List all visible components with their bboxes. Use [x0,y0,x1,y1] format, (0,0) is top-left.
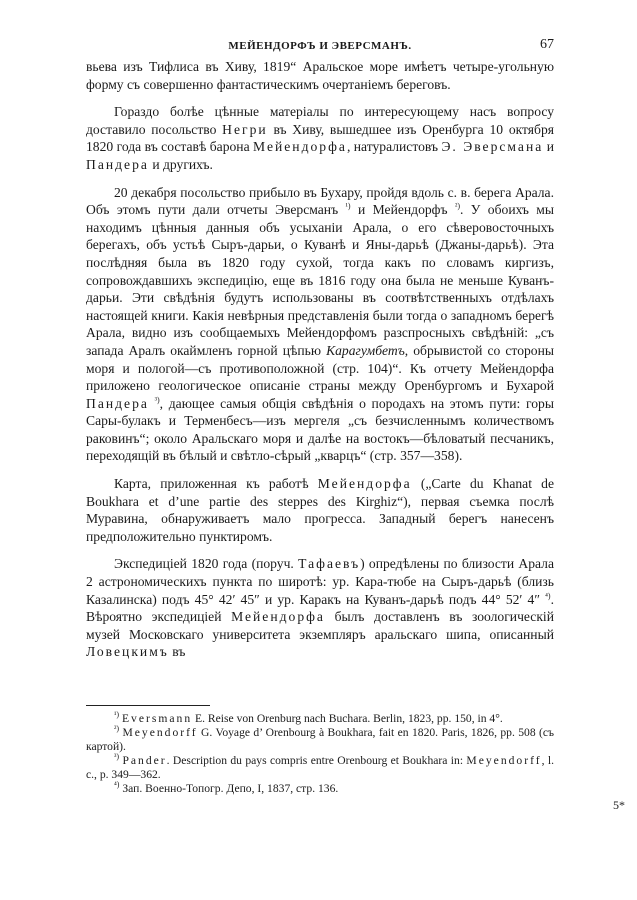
footnote-ref-3: ³) [154,395,160,405]
paragraph-4 [86,475,554,545]
p2-text-a: Гораздо болѣе цѣнные матеріалы по интересующему насъ вопросу доставило посольство [86,104,554,137]
p3-text-c: . У обоихъ мы находимъ цѣнныя данныя объ усыханіи Арала, о его сѣверовосточныхъ берегахъ, объ устьѣ Сыръ-дарьи, о Куванѣ и Яны-дарьѣ (Джаны-дарьѣ). Эта послѣдняя была въ 1820 году сухой, тогда какъ по словамъ киргизъ, сопровождавшихъ экспедицію, еще въ 1816 году она была не меньше Куванъ-дарьи. Эти свѣдѣнія будутъ использованы въ соотвѣтственныхъ отдѣлахъ настоящей книги. Какія невѣрныя представленія были тогда о западномъ берегѣ Арала, видно изъ сообщаемыхъ Мейендорфомъ разспросныхъ свѣдѣній: „съ запада Аралъ окаймленъ горной цѣпью [86,202,555,358]
page-header [86,36,554,58]
p5-text-a: Экспедиціей 1820 года (поруч. [114,556,294,572]
name-meyendorf: Мейендорфа [253,139,347,155]
footnote-ref-1: ¹) [345,201,351,211]
footnote-3-text-b: , l. c., p. 349—362. [86,754,554,781]
footnote-2-text: G. Voyage d’ Orenbourg à Boukhara, fait en 1820. Paris, 1826, pp. 508 (съ картой). [86,726,555,753]
footnote-4-mark: ⁴) [114,780,120,790]
footnote-3-mark: ³) [114,752,120,762]
paragraph-gap [86,93,554,103]
footnote-ref-4: ⁴) [545,591,551,601]
paragraph-gap [86,174,554,184]
p3-text-d: , обрывистой со стороны моря и пологой—съ противоположной (стр. 104)“. Къ отчету Мейендорфа приложено геологическое описаніе страны между Оренбургомъ и Бухарой [86,342,554,394]
footnote-1-text: E. Reise von Orenburg nach Buchara. Berlin, 1823, pp. 150, in 4°. [195,712,503,725]
footnote-2 [86,726,554,754]
paragraph-5 [86,555,554,661]
footnote-1-author: Eversmann [121,712,193,725]
footnote-1 [86,712,554,726]
name-lovetsky: Ловецкимъ [86,644,169,660]
p5-text-b: ) опредѣлены по близости Арала 2 астрономическихъ пункта по широтѣ: ур. Кара-тюбе на Сыръ-дарьѣ (близь Казалинска) подъ 45° 42′ 45″ и ур. Каракъ на Куванъ-дарьѣ подъ 44° 52′ 4″ [86,556,554,607]
p3-text-b: и Мейендорфъ [357,202,448,218]
signature-mark: 5* [613,798,625,812]
p4-text-b: („Carte du Khanat de Boukhara et d’une partie des steppes des Kirghiz“), первая съемка послѣ Муравина, обнаруживаетъ мало прогресса. Западный берегъ нанесенъ предположительно пунктиромъ. [86,476,554,544]
footnote-4 [86,782,554,796]
name-pander: Пандера [86,156,149,172]
footnote-2-author: Meyendorff [122,726,198,739]
p5-text-e: въ [172,644,186,660]
paragraph-1-text: вьева изъ Тифлиса въ Хиву, 1819“ Аральское море имѣетъ четыре-угольную форму съ совершенно фантастическимъ очертаніемъ береговъ. [86,59,554,92]
p2-text-b: въ Хиву, вышедшее изъ Оренбурга 10 октября 1820 года въ составѣ барона [86,121,555,155]
paragraph-gap [86,545,554,555]
name-negri: Негри [222,121,268,137]
p3-text-e: , дающее самыя общія свѣдѣнія о породахъ на этомъ пути: горы Сары-булакъ и Терменбесъ—изъ мергеля „съ безчисленнымъ количествомъ раковинъ“; около Аральскаго моря и далѣе на востокъ—бѣловатый песчаникъ, переходящій въ бѣлый и свѣтло-сѣрый „кварцъ“ (стр. 357—358). [86,395,554,464]
running-title: МЕЙЕНДОРФЪ И ЭВЕРСМАНЪ. [228,40,412,52]
footnote-3-text-a: . Description du pays compris entre Orenbourg et Boukhara in: [166,754,464,767]
page-number: 67 [540,37,554,52]
paragraph-1 [86,58,554,93]
paragraph-gap [86,465,554,475]
footnote-1-mark: ¹) [114,710,120,720]
footnote-ref-2: ²) [454,201,460,211]
place-karagumbet: Карагумбетъ [326,342,405,358]
footnote-4-text: Зап. Военно-Топогр. Депо, I, 1837, стр. 136. [122,782,339,795]
footnote-3 [86,754,554,782]
paragraph-2 [86,103,554,173]
footnote-3-author-2: Meyendorff [466,754,542,767]
footnote-divider [86,705,210,706]
p3-text-a: 20 декабря посольство прибыло въ Бухару, пройдя вдоль с. в. берега Арала. Объ этомъ пути дали отчеты Эверсманъ [86,184,554,218]
p4-text-a: Карта, приложенная къ работѣ [114,476,309,492]
name-eversman: Э. Эверсмана [441,139,544,155]
footnote-3-author: Pander [122,754,167,767]
name-pander-2: Пандера [86,395,149,411]
p5-text-c: . Вѣроятно экспедиціей [86,591,554,625]
p5-text-d: былъ доставленъ въ зоологическій музей Московскаго университета экземпляръ аральскаго шипа, описанный [86,609,554,642]
name-meyendorf-2: Мейендорфа [317,476,412,492]
paragraph-3 [86,184,554,466]
document-page [86,36,554,796]
p2-text-e: и другихъ. [152,156,213,172]
name-tafaev: Тафаевъ [298,556,361,572]
p2-text-d: и [546,139,554,155]
p2-text-c: , натуралистовъ [346,139,438,155]
footnote-2-mark: ²) [114,724,120,734]
name-meyendorf-3: Мейендорфа [231,609,325,625]
